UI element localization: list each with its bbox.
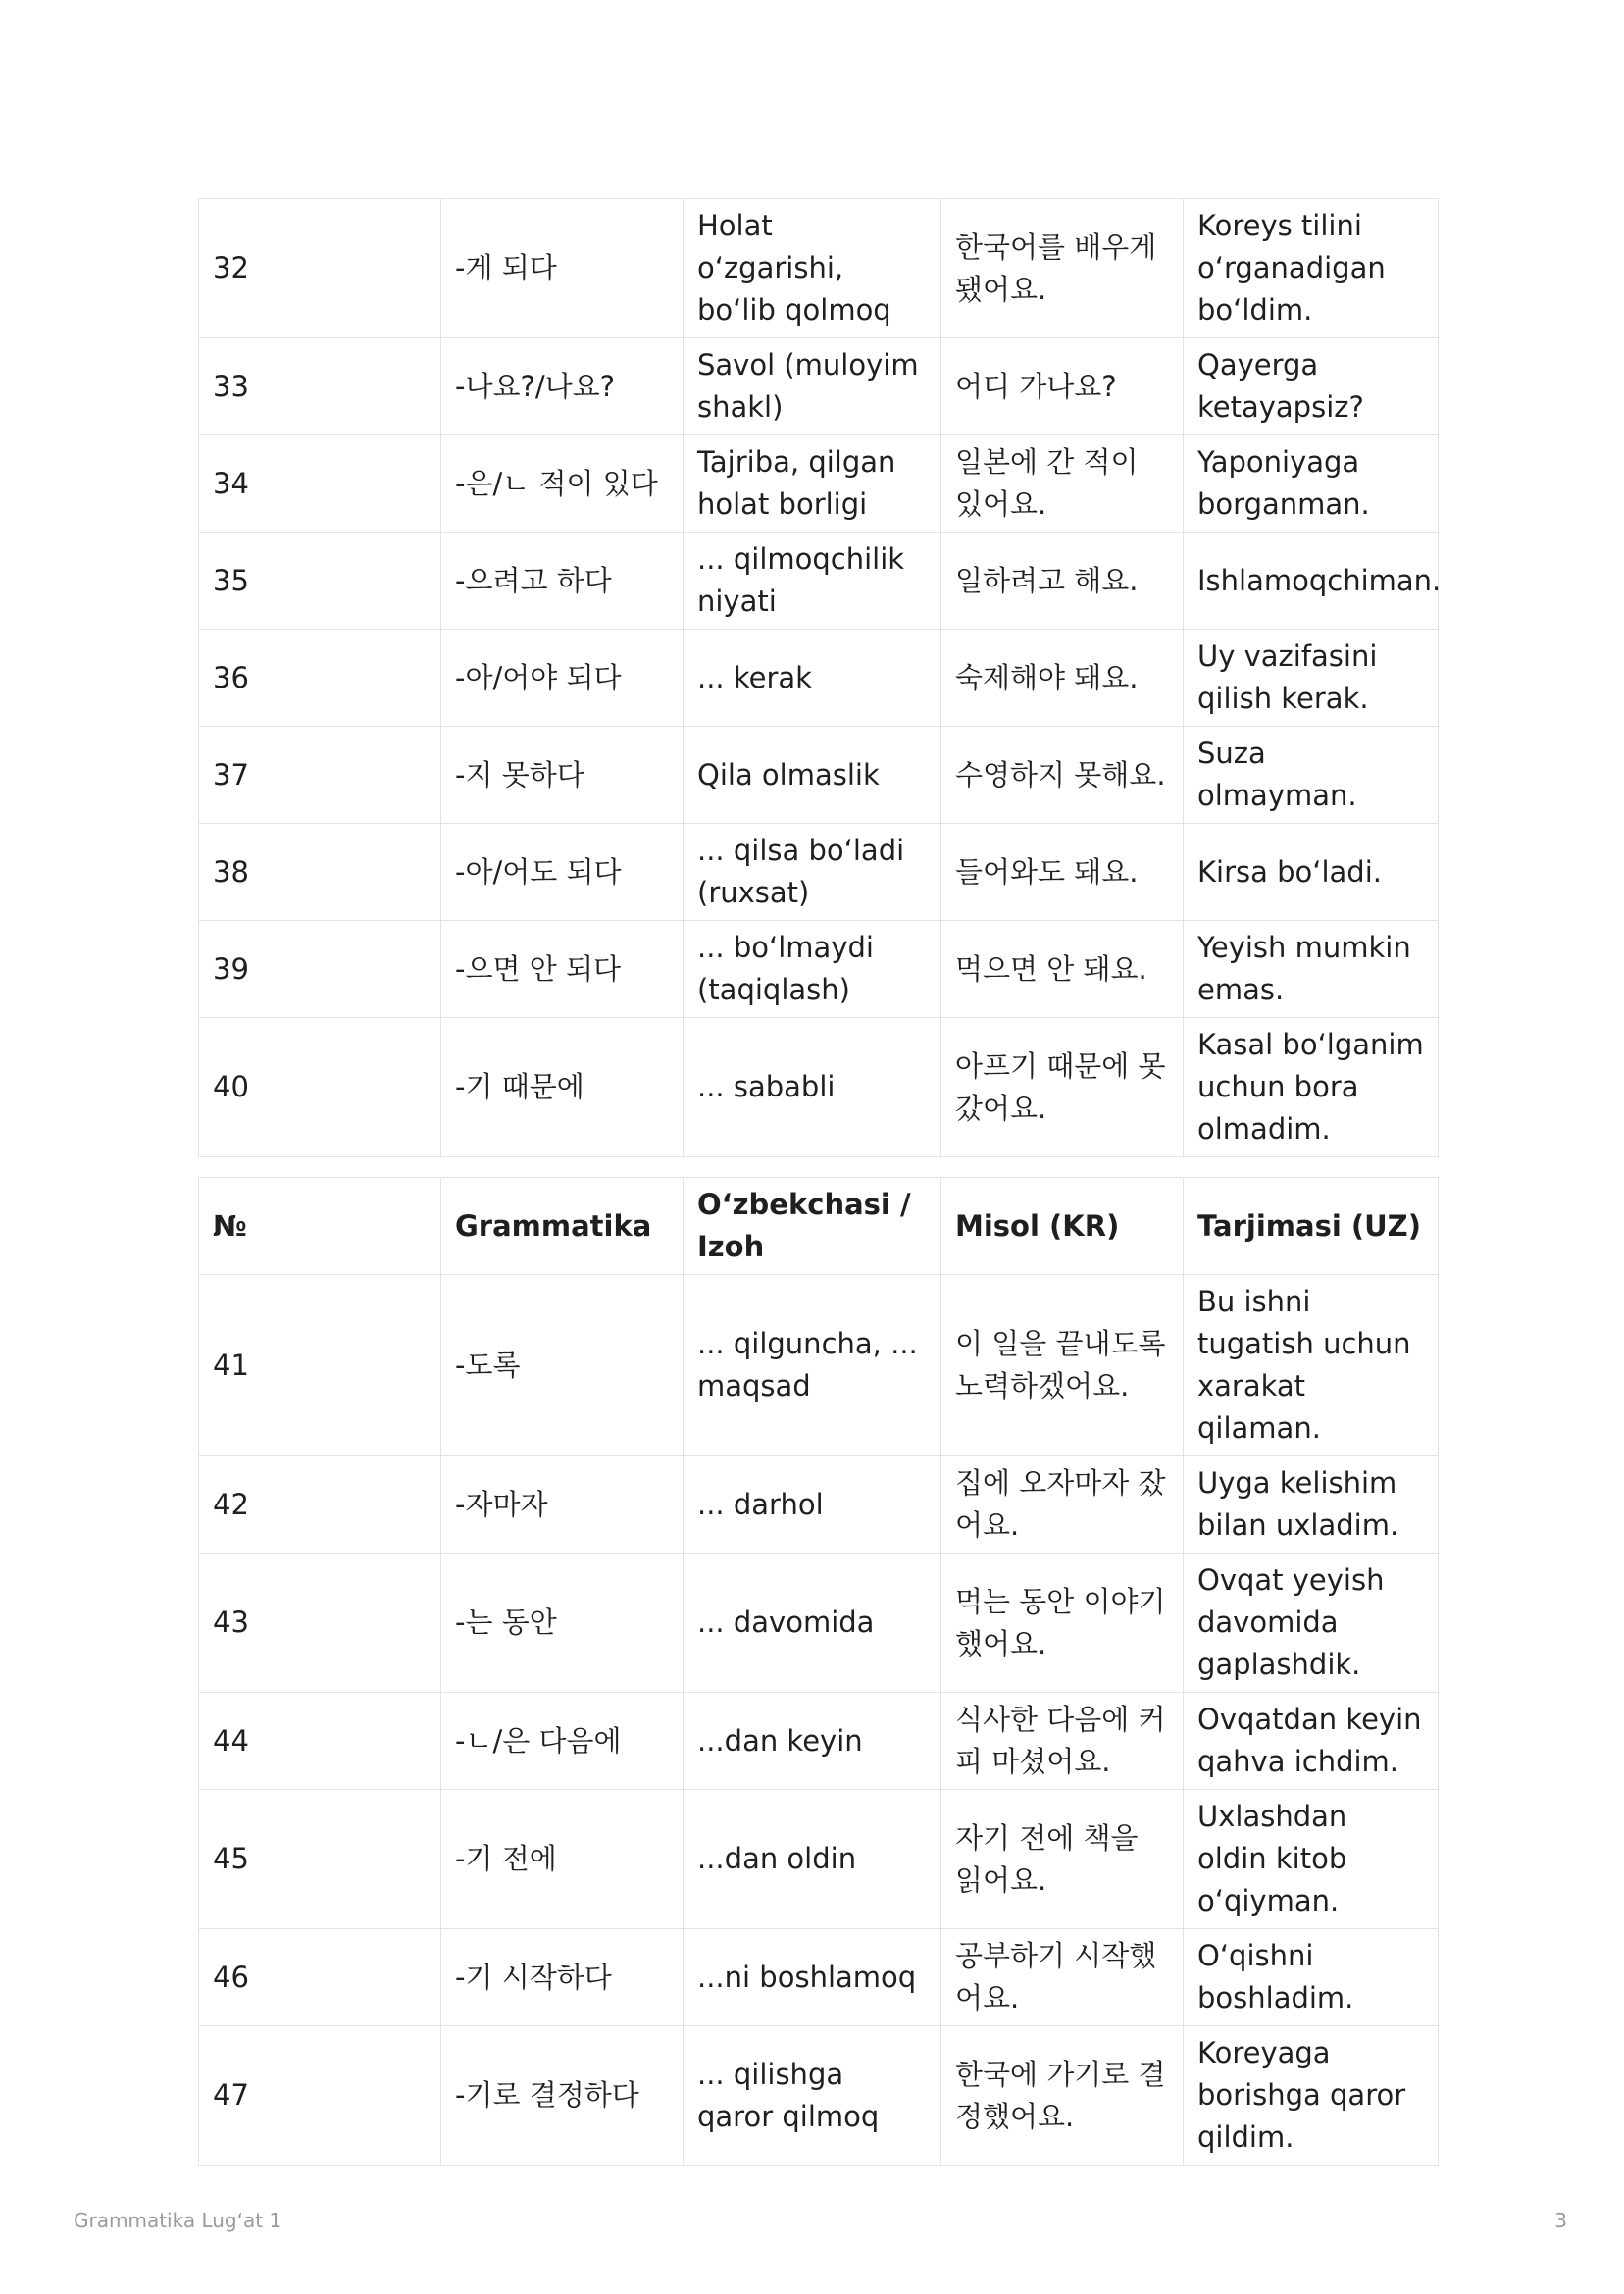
- cell-number: 46: [199, 1929, 441, 2026]
- footer-page-number: 3: [1554, 2209, 1567, 2232]
- cell-grammar: -지 못하다: [441, 727, 684, 824]
- cell-number: 42: [199, 1456, 441, 1554]
- table-row: [199, 1693, 1439, 1790]
- cell-example-kr: 한국에 가기로 결정했어요.: [941, 2026, 1184, 2166]
- cell-number: 37: [199, 727, 441, 824]
- cell-grammar: -기로 결정하다: [441, 2026, 684, 2166]
- footer-document-title: Grammatika Lugʻat 1: [74, 2209, 282, 2232]
- cell-example-kr: 어디 가나요?: [941, 338, 1184, 435]
- cell-translation-uz: Qayerga ketayapsiz?: [1184, 338, 1439, 435]
- cell-number: 44: [199, 1693, 441, 1790]
- cell-uzbek-explanation: ... qilguncha, ... maqsad: [684, 1275, 941, 1456]
- cell-grammar: -기 시작하다: [441, 1929, 684, 2026]
- cell-number: 45: [199, 1790, 441, 1929]
- cell-translation-uz: Ishlamoqchiman.: [1184, 533, 1439, 630]
- table-header: [199, 1178, 1439, 1275]
- cell-translation-uz: Oʻqishni boshladim.: [1184, 1929, 1439, 2026]
- cell-number: 32: [199, 199, 441, 338]
- table-row: [199, 199, 1439, 338]
- cell-translation-uz: Suza olmayman.: [1184, 727, 1439, 824]
- table-row: [199, 1456, 1439, 1554]
- cell-number: 41: [199, 1275, 441, 1456]
- cell-grammar: -ㄴ/은 다음에: [441, 1693, 684, 1790]
- table-row: [199, 533, 1439, 630]
- cell-number: 36: [199, 630, 441, 727]
- cell-uzbek-explanation: ... davomida: [684, 1554, 941, 1693]
- cell-number: 34: [199, 435, 441, 533]
- cell-number: 43: [199, 1554, 441, 1693]
- cell-uzbek-explanation: ...ni boshlamoq: [684, 1929, 941, 2026]
- cell-example-kr: 아프기 때문에 못 갔어요.: [941, 1018, 1184, 1157]
- cell-grammar: -도록: [441, 1275, 684, 1456]
- cell-example-kr: 집에 오자마자 잤어요.: [941, 1456, 1184, 1554]
- cell-number: 33: [199, 338, 441, 435]
- cell-uzbek-explanation: ... qilsa boʻladi (ruxsat): [684, 824, 941, 921]
- cell-number: 35: [199, 533, 441, 630]
- cell-example-kr: 공부하기 시작했어요.: [941, 1929, 1184, 2026]
- cell-grammar: -으면 안 되다: [441, 921, 684, 1018]
- cell-number: 38: [199, 824, 441, 921]
- cell-translation-uz: Yaponiyaga borganman.: [1184, 435, 1439, 533]
- cell-grammar: -아/어야 되다: [441, 630, 684, 727]
- grammar-table-continued: [198, 198, 1442, 1157]
- cell-example-kr: 일본에 간 적이 있어요.: [941, 435, 1184, 533]
- cell-grammar: -자마자: [441, 1456, 684, 1554]
- cell-uzbek-explanation: Savol (muloyim shakl): [684, 338, 941, 435]
- table-row: [199, 1929, 1439, 2026]
- cell-translation-uz: Uyga kelishim bilan uxladim.: [1184, 1456, 1439, 1554]
- cell-uzbek-explanation: ... qilishga qaror qilmoq: [684, 2026, 941, 2166]
- header-row: [199, 1178, 1439, 1275]
- cell-uzbek-explanation: Holat oʻzgarishi, boʻlib qolmoq: [684, 199, 941, 338]
- table-row: [199, 338, 1439, 435]
- cell-example-kr: 먹으면 안 돼요.: [941, 921, 1184, 1018]
- cell-grammar: -기 전에: [441, 1790, 684, 1929]
- cell-uzbek-explanation: ...dan keyin: [684, 1693, 941, 1790]
- grammar-table: [198, 1177, 1439, 2166]
- cell-translation-uz: Kirsa boʻladi.: [1184, 824, 1439, 921]
- cell-translation-uz: Uy vazifasini qilish kerak.: [1184, 630, 1439, 727]
- cell-grammar: -나요?/나요?: [441, 338, 684, 435]
- header-example-kr: Misol (KR): [941, 1178, 1184, 1275]
- cell-translation-uz: Bu ishni tugatish uchun xarakat qilaman.: [1184, 1275, 1439, 1456]
- cell-translation-uz: Uxlashdan oldin kitob oʻqiyman.: [1184, 1790, 1439, 1929]
- cell-number: 40: [199, 1018, 441, 1157]
- cell-example-kr: 숙제해야 돼요.: [941, 630, 1184, 727]
- cell-grammar: -기 때문에: [441, 1018, 684, 1157]
- cell-uzbek-explanation: Tajriba, qilgan holat borligi: [684, 435, 941, 533]
- table-body: [199, 199, 1442, 1157]
- cell-grammar: -아/어도 되다: [441, 824, 684, 921]
- cell-example-kr: 수영하지 못해요.: [941, 727, 1184, 824]
- cell-uzbek-explanation: ...dan oldin: [684, 1790, 941, 1929]
- cell-translation-uz: Ovqatdan keyin qahva ichdim.: [1184, 1693, 1439, 1790]
- cell-uzbek-explanation: ... sababli: [684, 1018, 941, 1157]
- table-row: [199, 824, 1439, 921]
- cell-example-kr: 들어와도 돼요.: [941, 824, 1184, 921]
- cell-uzbek-explanation: ... qilmoqchilik niyati: [684, 533, 941, 630]
- cell-example-kr: 이 일을 끝내도록 노력하겠어요.: [941, 1275, 1184, 1456]
- table-row: [199, 727, 1439, 824]
- cell-example-kr: 한국어를 배우게 됐어요.: [941, 199, 1184, 338]
- cell-number: 39: [199, 921, 441, 1018]
- cell-uzbek-explanation: Qila olmaslik: [684, 727, 941, 824]
- table-row: [199, 1275, 1439, 1456]
- cell-example-kr: 먹는 동안 이야기 했어요.: [941, 1554, 1184, 1693]
- table-row: [199, 2026, 1439, 2166]
- cell-example-kr: 일하려고 해요.: [941, 533, 1184, 630]
- cell-translation-uz: Koreyaga borishga qaror qildim.: [1184, 2026, 1439, 2166]
- cell-translation-uz: Koreys tilini oʻrganadigan boʻldim.: [1184, 199, 1439, 338]
- cell-translation-uz: Yeyish mumkin emas.: [1184, 921, 1439, 1018]
- header-translation-uz: Tarjimasi (UZ): [1184, 1178, 1439, 1275]
- table-row: [199, 1018, 1439, 1157]
- cell-grammar: -으려고 하다: [441, 533, 684, 630]
- cell-grammar: -게 되다: [441, 199, 684, 338]
- table-row: [199, 921, 1439, 1018]
- cell-translation-uz: Ovqat yeyish davomida gaplashdik.: [1184, 1554, 1439, 1693]
- cell-grammar: -은/ㄴ 적이 있다: [441, 435, 684, 533]
- cell-number: 47: [199, 2026, 441, 2166]
- cell-translation-uz: Kasal boʻlganim uchun bora olmadim.: [1184, 1018, 1439, 1157]
- header-grammar: Grammatika: [441, 1178, 684, 1275]
- cell-uzbek-explanation: ... kerak: [684, 630, 941, 727]
- table-row: [199, 1790, 1439, 1929]
- header-uzbek-explanation: Oʻzbekchasi / Izoh: [684, 1178, 941, 1275]
- cell-example-kr: 자기 전에 책을 읽어요.: [941, 1790, 1184, 1929]
- cell-uzbek-explanation: ... boʻlmaydi (taqiqlash): [684, 921, 941, 1018]
- cell-grammar: -는 동안: [441, 1554, 684, 1693]
- table-row: [199, 1554, 1439, 1693]
- table-body: [199, 1275, 1439, 2166]
- table-row: [199, 630, 1439, 727]
- cell-example-kr: 식사한 다음에 커피 마셨어요.: [941, 1693, 1184, 1790]
- header-number: №: [199, 1178, 441, 1275]
- cell-uzbek-explanation: ... darhol: [684, 1456, 941, 1554]
- table-row: [199, 435, 1439, 533]
